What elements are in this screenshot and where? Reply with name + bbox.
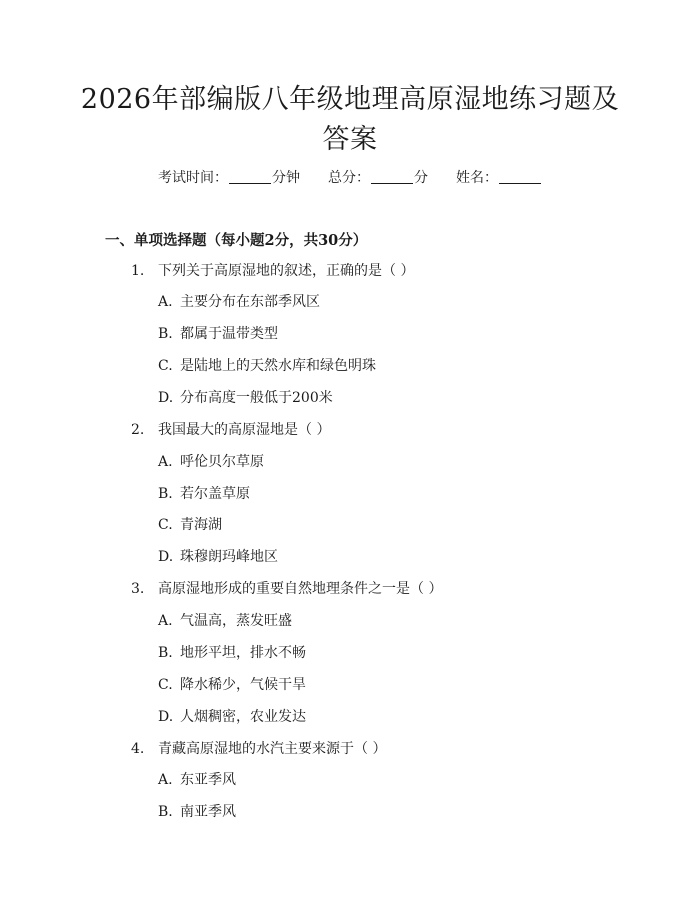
option-text: 是陆地上的天然水库和绿色明珠 [180, 358, 376, 374]
score-label: 总分： [328, 170, 370, 186]
option-3b [158, 643, 306, 663]
option-2c [158, 515, 222, 535]
option-letter: D. [158, 709, 174, 725]
name-blank [499, 169, 541, 184]
question-number: 4. [131, 741, 145, 757]
option-text: 分布高度一般低于200米 [180, 390, 333, 406]
option-1a [158, 292, 320, 312]
question-text: 下列关于高原湿地的叙述，正确的是（ ） [158, 263, 415, 279]
option-letter: C. [158, 677, 173, 693]
option-text: 若尔盖草原 [180, 486, 250, 502]
option-letter: C. [158, 358, 173, 374]
option-letter: B. [158, 486, 173, 502]
option-text: 珠穆朗玛峰地区 [180, 549, 278, 565]
option-4a [158, 770, 236, 790]
document-title: 2026年部编版八年级地理高原湿地练习题及答案 [80, 84, 620, 155]
question-4 [131, 739, 386, 759]
option-letter: A. [158, 772, 173, 788]
option-text: 气温高，蒸发旺盛 [180, 613, 292, 629]
exam-meta-line [0, 168, 700, 188]
question-1 [131, 261, 414, 281]
question-number: 1. [131, 263, 145, 279]
option-text: 南亚季风 [180, 804, 236, 820]
question-text: 我国最大的高原湿地是（ ） [158, 422, 331, 438]
option-letter: B. [158, 326, 173, 342]
option-text: 降水稀少，气候干旱 [180, 677, 306, 693]
option-3d [158, 707, 306, 727]
option-text: 东亚季风 [180, 772, 236, 788]
option-1d [158, 388, 333, 408]
option-text: 青海湖 [180, 517, 222, 533]
option-letter: D. [158, 390, 174, 406]
question-2 [131, 420, 330, 440]
option-text: 地形平坦，排水不畅 [180, 645, 306, 661]
option-3c [158, 675, 306, 695]
score-blank [371, 169, 413, 184]
question-number: 3. [131, 581, 145, 597]
option-letter: B. [158, 645, 173, 661]
option-text: 呼伦贝尔草原 [180, 454, 264, 470]
name-label: 姓名： [456, 170, 498, 186]
time-blank [229, 169, 271, 184]
option-letter: B. [158, 804, 173, 820]
option-letter: A. [158, 454, 173, 470]
question-3 [131, 579, 442, 599]
option-letter: D. [158, 549, 174, 565]
question-text: 高原湿地形成的重要自然地理条件之一是（ ） [158, 581, 443, 597]
option-letter: A. [158, 613, 173, 629]
option-letter: A. [158, 294, 173, 310]
option-2b [158, 484, 250, 504]
score-unit: 分 [414, 170, 428, 186]
section-heading: 一、单项选择题（每小题2分，共30分） [105, 232, 368, 249]
option-text: 都属于温带类型 [180, 326, 278, 342]
option-letter: C. [158, 517, 173, 533]
option-1b [158, 324, 278, 344]
question-number: 2. [131, 422, 145, 438]
option-2d [158, 547, 278, 567]
option-1c [158, 356, 376, 376]
time-unit: 分钟 [272, 170, 300, 186]
time-label: 考试时间： [158, 170, 228, 186]
option-text: 人烟稠密，农业发达 [180, 709, 306, 725]
option-4b [158, 802, 236, 822]
option-3a [158, 611, 292, 631]
question-text: 青藏高原湿地的水汽主要来源于（ ） [158, 741, 387, 757]
option-text: 主要分布在东部季风区 [180, 294, 320, 310]
option-2a [158, 452, 264, 472]
